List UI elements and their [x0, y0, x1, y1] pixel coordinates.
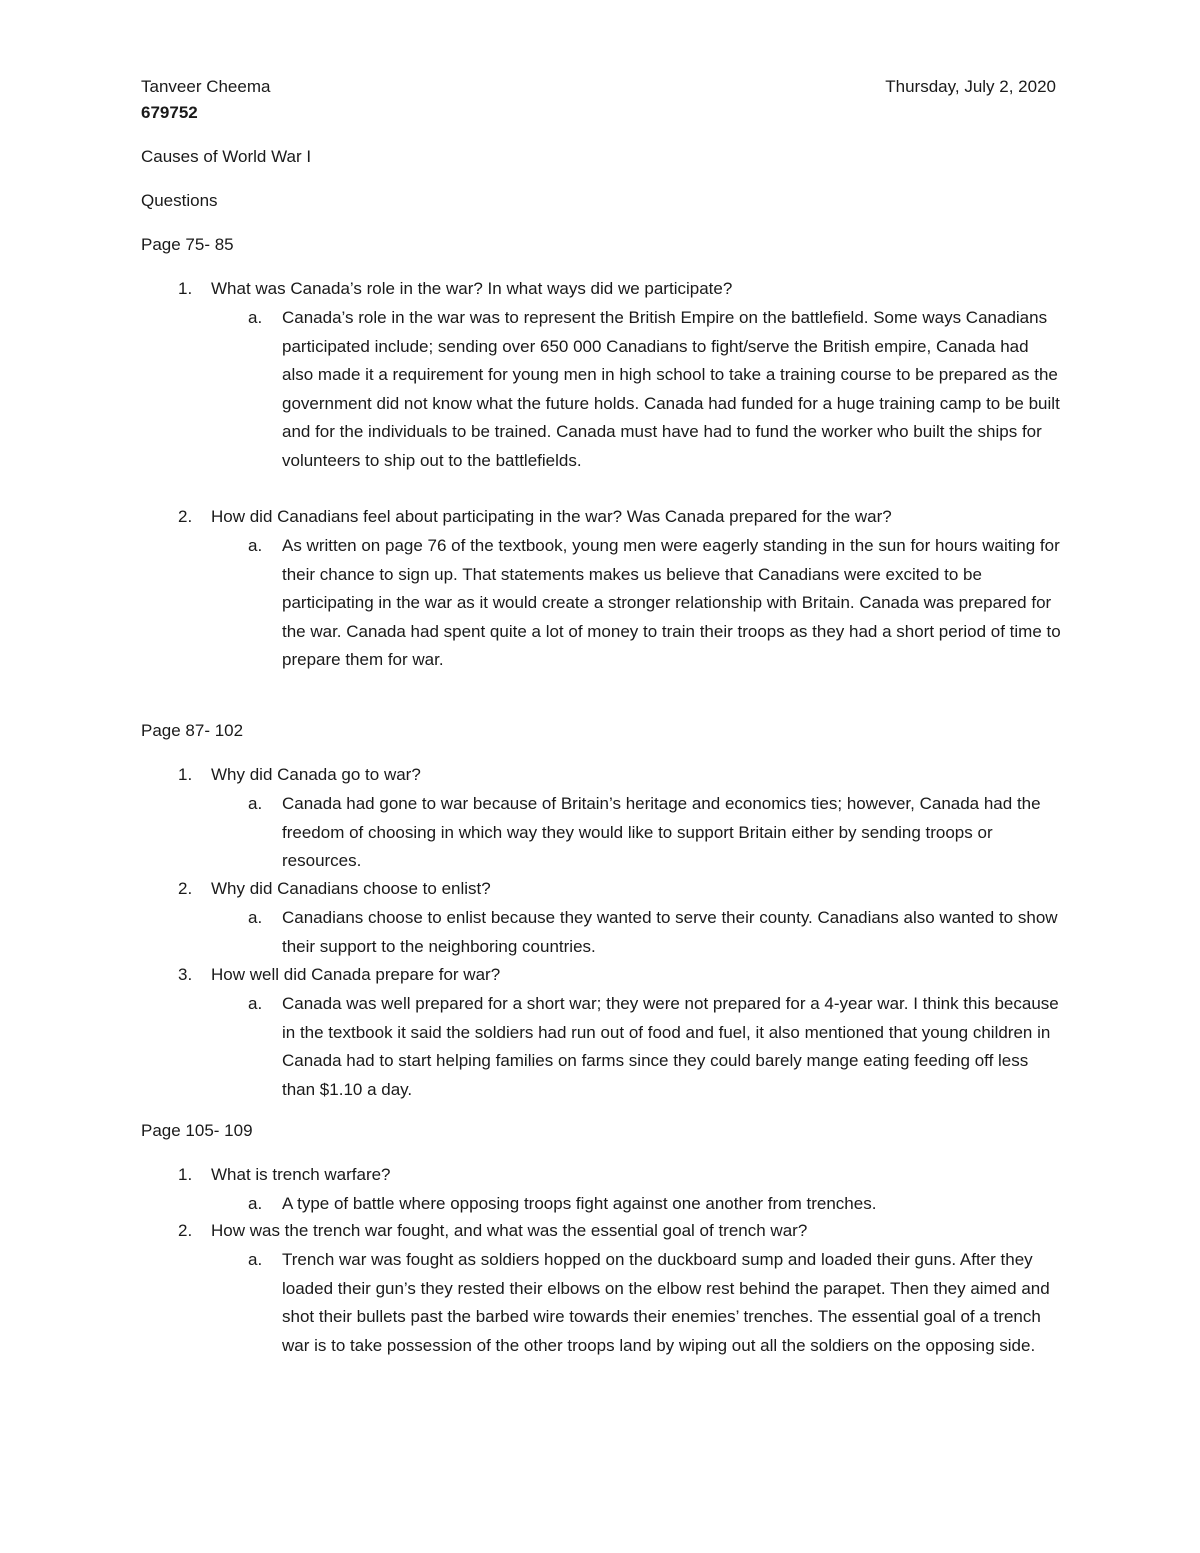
question-number: 2.: [178, 1221, 193, 1240]
answer-text: Canada was well prepared for a short war; they were not prepared for a 4-year war. I think this because in the textbook it said the soldiers had run out of food and fuel, it also mentioned that young children in Canada had to start helping families on farms since they could barely mange eating feeding off less than $1.10 a day.: [282, 994, 1059, 1099]
question-text: What was Canada’s role in the war? In what ways did we participate?: [211, 279, 733, 298]
section-heading: Page 105- 109: [141, 1121, 253, 1140]
answer-text: Canada’s role in the war was to represent the British Empire on the battlefield. Some ways Canadians participated include; sending over 650 000 Canadians to fight/serve the British empire, Canada had also made it a requirement for young men in high school to take a training course to be prepared as the government did not know what the future holds. Canada had funded for a huge training camp to be built and for the individuals to be trained. Canada must have had to fund the worker who built the ships for volunteers to ship out to the battlefields.: [282, 308, 1060, 470]
answer-text: Canada had gone to war because of Britain’s heritage and economics ties; however, Canada had the freedom of choosing in which way they would like to support Britain either by sending troops or resources.: [282, 794, 1041, 870]
question-text: Why did Canada go to war?: [211, 765, 421, 784]
answer-marker: a.: [248, 308, 263, 327]
document-title: Causes of World War I: [141, 147, 312, 166]
document-date: Thursday, July 2, 2020: [885, 77, 1056, 96]
header-row: [141, 74, 1056, 100]
question-text: Why did Canadians choose to enlist?: [211, 879, 491, 898]
answer-marker: a.: [248, 1250, 263, 1269]
student-id: 679752: [141, 103, 198, 122]
question-number: 2.: [178, 879, 193, 898]
answer-marker: a.: [248, 794, 263, 813]
answer-marker: a.: [248, 536, 263, 555]
document-subtitle: Questions: [141, 191, 218, 210]
question-number: 3.: [178, 965, 193, 984]
section-heading: Page 87- 102: [141, 721, 244, 740]
answer-text: Canadians choose to enlist because they wanted to serve their county. Canadians also wanted to show their support to the neighboring countries.: [282, 908, 1058, 956]
answer-marker: a.: [248, 908, 263, 927]
question-text: What is trench warfare?: [211, 1165, 391, 1184]
answer-text: As written on page 76 of the textbook, young men were eagerly standing in the sun for hours waiting for their chance to sign up. That statements makes us believe that Canadians were excited to be participating in the war as it would create a stronger relationship with Britain. Canada was prepared for the war. Canada had spent quite a lot of money to train their troops as they had a short period of time to prepare them for war.: [282, 536, 1061, 669]
answer-text: Trench war was fought as soldiers hopped on the duckboard sump and loaded their guns. After they loaded their gun’s they rested their elbows on the elbow rest behind the parapet. Then they aimed and shot their bullets past the barbed wire towards their enemies’ trenches. The essential goal of a trench war is to take possession of the other troops land by wiping out all the soldiers on the opposing side.: [282, 1250, 1050, 1355]
answer-text: A type of battle where opposing troops fight against one another from trenches.: [282, 1194, 877, 1213]
question-number: 1.: [178, 765, 193, 784]
section-heading: Page 75- 85: [141, 235, 234, 254]
author-name: Tanveer Cheema: [141, 77, 271, 96]
question-text: How well did Canada prepare for war?: [211, 965, 501, 984]
question-number: 1.: [178, 1165, 193, 1184]
answer-marker: a.: [248, 1194, 263, 1213]
question-number: 2.: [178, 507, 193, 526]
question-text: How did Canadians feel about participating in the war? Was Canada prepared for the war?: [211, 507, 892, 526]
question-text: How was the trench war fought, and what was the essential goal of trench war?: [211, 1221, 808, 1240]
question-number: 1.: [178, 279, 193, 298]
answer-marker: a.: [248, 994, 263, 1013]
